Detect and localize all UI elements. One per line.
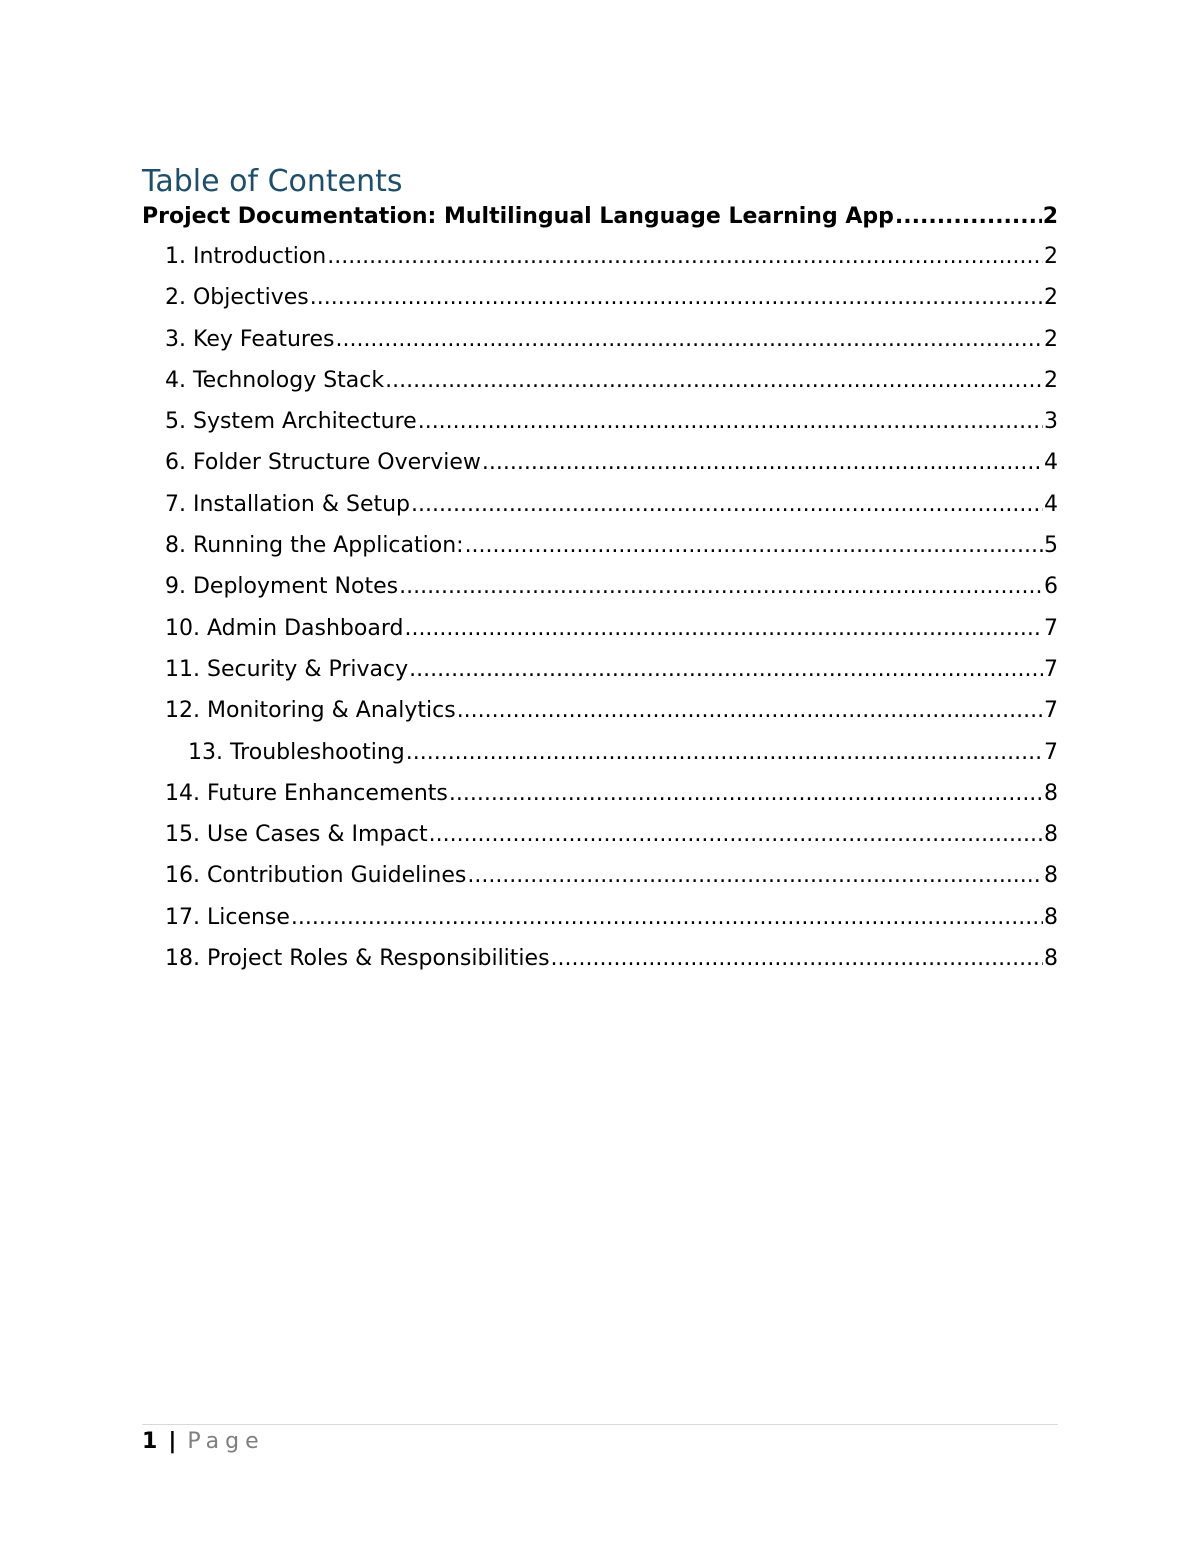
toc-entry[interactable] [142,484,1058,525]
toc-entry-page: 7 [1044,656,1058,682]
page-footer [142,1426,265,1458]
toc-entry-page: 7 [1044,615,1058,641]
toc-entry-label: 7. Installation & Setup [165,491,411,517]
toc-entry-label: 6. Folder Structure Overview [165,450,481,476]
toc-entry-label: 4. Technology Stack [165,367,385,393]
toc-entry-label: 18. Project Roles & Responsibilities [165,946,550,972]
toc-leader [467,855,1043,896]
toc-entry[interactable] [142,938,1058,979]
toc-entry-page: 6 [1044,574,1058,600]
toc-entry-label: 8. Running the Application: [165,533,464,559]
toc-entry-label: Project Documentation: Multilingual Language Learning App [142,204,894,229]
toc-entry-label: 16. Contribution Guidelines [165,863,467,889]
toc-entry[interactable] [142,608,1058,649]
footer-page-word: Page [187,1429,265,1454]
toc-entry-page: 8 [1044,780,1058,806]
toc-entry-page: 8 [1044,946,1058,972]
toc-entry-page: 8 [1044,822,1058,848]
toc-entry[interactable] [142,442,1058,483]
toc-entry-label: 1. Introduction [165,244,327,269]
toc-leader [404,608,1043,649]
toc-entry-label: 10. Admin Dashboard [165,615,404,641]
toc-leader [385,360,1043,401]
toc-entry-label: 11. Security & Privacy [165,656,409,682]
toc-leader [551,938,1043,979]
toc-heading: Table of Contents [142,164,403,199]
toc-entry-label: 3. Key Features [165,326,335,352]
toc-leader [327,236,1043,277]
toc-entry[interactable] [142,277,1058,318]
toc-leader [449,773,1043,814]
footer-divider [142,1424,1058,1425]
toc-leader [406,732,1043,773]
toc-entry-page: 5 [1044,533,1058,559]
toc-entry-page: 4 [1044,491,1058,517]
toc-leader [429,814,1043,855]
toc-leader [457,690,1043,731]
toc-leader [895,198,1042,239]
toc-entry-page: 2 [1042,204,1058,229]
toc-leader [418,401,1043,442]
toc-entry-label: 9. Deployment Notes [165,574,399,600]
toc-entry-label: 15. Use Cases & Impact [165,822,428,848]
toc-entry-page: 2 [1044,244,1058,269]
toc-entry-label: 17. License [165,904,290,930]
toc-entry[interactable] [142,773,1058,814]
toc-entry[interactable] [142,401,1058,442]
toc-entry[interactable] [142,732,1058,773]
toc-entry[interactable] [142,566,1058,607]
toc-entry[interactable] [142,814,1058,855]
toc-entry-page: 8 [1044,863,1058,889]
toc-entry[interactable] [142,897,1058,938]
toc-leader [411,484,1043,525]
toc-entry-page: 4 [1044,450,1058,476]
toc-leader [335,319,1043,360]
toc-entry-page: 7 [1044,739,1058,765]
toc-entry[interactable] [142,855,1058,896]
toc-entry-page: 7 [1044,698,1058,724]
toc-entry-page: 2 [1044,285,1058,311]
toc-entry[interactable] [142,236,1058,277]
toc-entry[interactable] [142,649,1058,690]
toc-entry[interactable] [142,525,1058,566]
toc-entry-page: 2 [1044,326,1058,352]
footer-page-number: 1 [142,1429,158,1454]
toc-entry-page: 3 [1044,409,1058,435]
toc-entry-label: 5. System Architecture [165,409,417,435]
toc-list [142,198,1058,979]
toc-entry-label: 13. Troubleshooting [188,739,405,765]
toc-leader [465,525,1043,566]
footer-separator: | [168,1429,177,1454]
toc-leader [482,442,1043,483]
toc-leader [291,897,1043,938]
toc-entry-title[interactable] [142,198,1058,236]
toc-leader [399,566,1043,607]
toc-entry-page: 8 [1044,904,1058,930]
toc-leader [409,649,1043,690]
toc-entry-label: 2. Objectives [165,285,309,311]
toc-entry[interactable] [142,360,1058,401]
toc-entry-label: 14. Future Enhancements [165,780,448,806]
toc-entry-page: 2 [1044,367,1058,393]
toc-entry[interactable] [142,690,1058,731]
toc-leader [310,277,1043,318]
toc-entry[interactable] [142,319,1058,360]
toc-entry-label: 12. Monitoring & Analytics [165,698,456,724]
